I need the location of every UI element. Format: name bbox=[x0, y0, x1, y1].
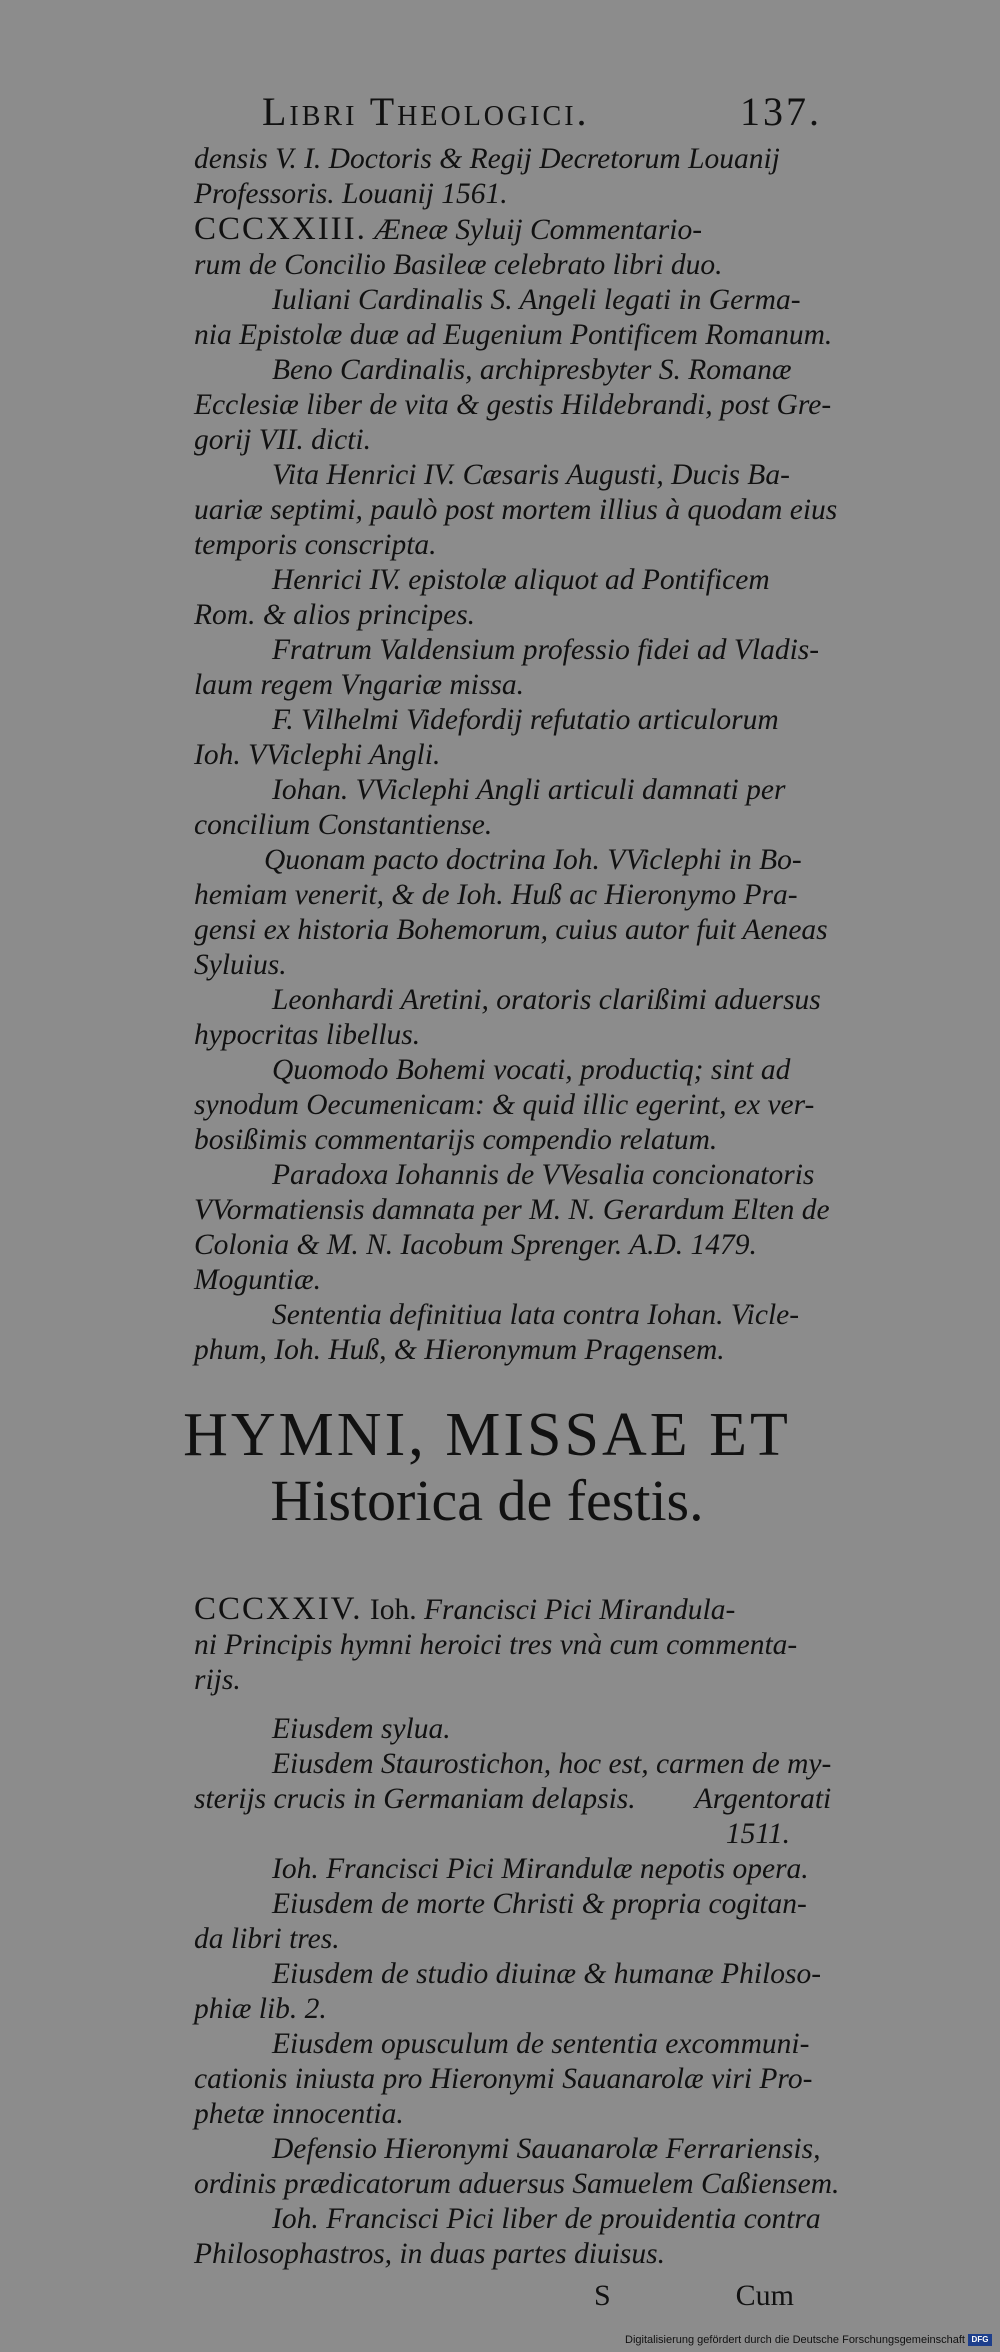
text-line: gensi ex historia Bohemorum, cuius autor fuit Aeneas bbox=[194, 914, 828, 946]
text-line: hypocritas libellus. bbox=[194, 1019, 421, 1051]
text-line: Ioh. Francisci Pici liber de prouidentia contra bbox=[272, 2203, 821, 2235]
text-line: Eiusdem Staurostichon, hoc est, carmen de my- bbox=[272, 1748, 832, 1780]
text-line: ni Principis hymni heroici tres vnà cum commenta- bbox=[194, 1629, 798, 1661]
text-line: phetæ innocentia. bbox=[194, 2098, 404, 2130]
text-line: laum regem Vngariæ missa. bbox=[194, 669, 524, 701]
text-line: phiæ lib. 2. bbox=[194, 1993, 327, 2025]
text-line bbox=[194, 1782, 832, 1817]
text-line: hemiam venerit, & de Ioh. Huß ac Hieronymo Pra- bbox=[194, 879, 798, 911]
text-line: Syluius. bbox=[194, 949, 287, 981]
text-line: Eiusdem de studio diuinæ & humanæ Philoso- bbox=[272, 1958, 822, 1990]
text-line: Iuliani Cardinalis S. Angeli legati in Germa- bbox=[272, 284, 801, 316]
text-line: Vita Henrici IV. Cæsaris Augusti, Ducis Ba- bbox=[272, 459, 790, 491]
text-line: Paradoxa Iohannis de VVesalia concionatoris bbox=[272, 1159, 815, 1191]
text-line: rijs. bbox=[194, 1664, 241, 1696]
section-heading bbox=[180, 1402, 794, 1534]
text-line: Eiusdem sylua. bbox=[272, 1713, 451, 1745]
text-line: cationis iniusta pro Hieronymi Sauanarolæ viri Pro- bbox=[194, 2063, 813, 2095]
page-body bbox=[183, 142, 840, 2313]
running-head bbox=[262, 88, 822, 135]
imprint-place: Argentorati bbox=[694, 1783, 832, 1815]
text-fragment: Francisci Pici Mirandula- bbox=[423, 1594, 736, 1626]
text-line: VVormatiensis damnata per M. N. Gerardum Elten de bbox=[194, 1194, 830, 1226]
text-line: gorij VII. dicti. bbox=[194, 424, 371, 456]
text-line: temporis conscripta. bbox=[194, 529, 437, 561]
text-line: phum, Ioh. Huß, & Hieronymum Pragensem. bbox=[194, 1334, 725, 1366]
text-fragment: Æneæ Syluij Commentario- bbox=[374, 214, 703, 246]
text-line: Fratrum Valdensium professio fidei ad Vladis- bbox=[272, 634, 820, 666]
text-line: Iohan. VViclephi Angli articuli damnati per bbox=[272, 774, 786, 806]
entry-line bbox=[194, 1592, 794, 1628]
dfg-logo: DFG bbox=[968, 2334, 992, 2346]
text-line: Rom. & alios principes. bbox=[194, 599, 476, 631]
page-footer bbox=[194, 2278, 794, 2313]
signature-mark: S bbox=[594, 2279, 611, 2312]
text-line: Ioh. VViclephi Angli. bbox=[194, 739, 441, 771]
text-line: Eiusdem opusculum de sententia excommuni- bbox=[272, 2028, 810, 2060]
text-line: uariæ septimi, paulò post mortem illius à quodam eius bbox=[194, 494, 838, 526]
text-line: Colonia & M. N. Iacobum Sprenger. A.D. 1479. bbox=[194, 1229, 757, 1261]
imprint-year: 1511. bbox=[725, 1818, 790, 1850]
text-line: synodum Oecumenicam: & quid illic egerint, ex ver- bbox=[194, 1089, 815, 1121]
page-number: 137. bbox=[740, 89, 822, 134]
text-line: Philosophastros, in duas partes diuisus. bbox=[194, 2238, 665, 2270]
text-line: nia Epistolæ duæ ad Eugenium Pontificem Romanum. bbox=[194, 319, 833, 351]
text-line: F. Vilhelmi Videfordij refutatio articulorum bbox=[272, 704, 779, 736]
entry-head-word: Ioh. bbox=[369, 1594, 417, 1626]
text-line: Henrici IV. epistolæ aliquot ad Pontificem bbox=[272, 564, 770, 596]
entry-number: CCCXXIII. bbox=[194, 211, 367, 247]
text-line: Quomodo Bohemi vocati, productiq; sint ad bbox=[272, 1054, 791, 1086]
spacer bbox=[194, 1698, 794, 1712]
text-line: Ecclesiæ liber de vita & gestis Hildebrandi, post Gre- bbox=[194, 389, 832, 421]
text-line: bosißimis commentarijs compendio relatum. bbox=[194, 1124, 718, 1156]
text-line: Ioh. Francisci Pici Mirandulæ nepotis opera. bbox=[272, 1853, 809, 1885]
text-line: densis V. I. Doctoris & Regij Decretorum Louanij bbox=[194, 143, 780, 175]
entry-number: CCCXXIV. bbox=[194, 1591, 363, 1627]
text-line: rum de Concilio Basileæ celebrato libri duo. bbox=[194, 249, 723, 281]
text-fragment: sterijs crucis in Germaniam delapsis. bbox=[194, 1783, 636, 1815]
text-line: ordinis prædicatorum aduersus Samuelem Caßiensem. bbox=[194, 2168, 840, 2200]
text-line: Beno Cardinalis, archipresbyter S. Romanæ bbox=[272, 354, 792, 386]
text-line: Leonhardi Aretini, oratoris clarißimi aduersus bbox=[272, 984, 821, 1016]
entry-line bbox=[194, 212, 794, 248]
text-line: Sententia definitiua lata contra Iohan. Vicle- bbox=[272, 1299, 800, 1331]
text-line: concilium Constantiense. bbox=[194, 809, 493, 841]
text-line: Quonam pacto doctrina Ioh. VViclephi in Bo- bbox=[264, 844, 802, 876]
text-line: da libri tres. bbox=[194, 1923, 340, 1955]
section-title-line1: HYMNI, MISSAE ET bbox=[183, 1401, 791, 1469]
text-line: Moguntiæ. bbox=[194, 1264, 322, 1296]
text-line: Eiusdem de morte Christi & propria cogitan- bbox=[272, 1888, 807, 1920]
running-head-title: Libri Theologici. bbox=[262, 89, 590, 134]
credit-text: Digitalisierung gefördert durch die Deutsche Forschungsgemeinschaft bbox=[625, 2334, 965, 2346]
catchword: Cum bbox=[735, 2279, 794, 2312]
text-line: Defensio Hieronymi Sauanarolæ Ferrariensis, bbox=[272, 2133, 821, 2165]
section-title-line2: Historica de festis. bbox=[270, 1468, 704, 1533]
digitization-credit bbox=[625, 2334, 992, 2346]
text-line: Professoris. Louanij 1561. bbox=[194, 178, 508, 210]
